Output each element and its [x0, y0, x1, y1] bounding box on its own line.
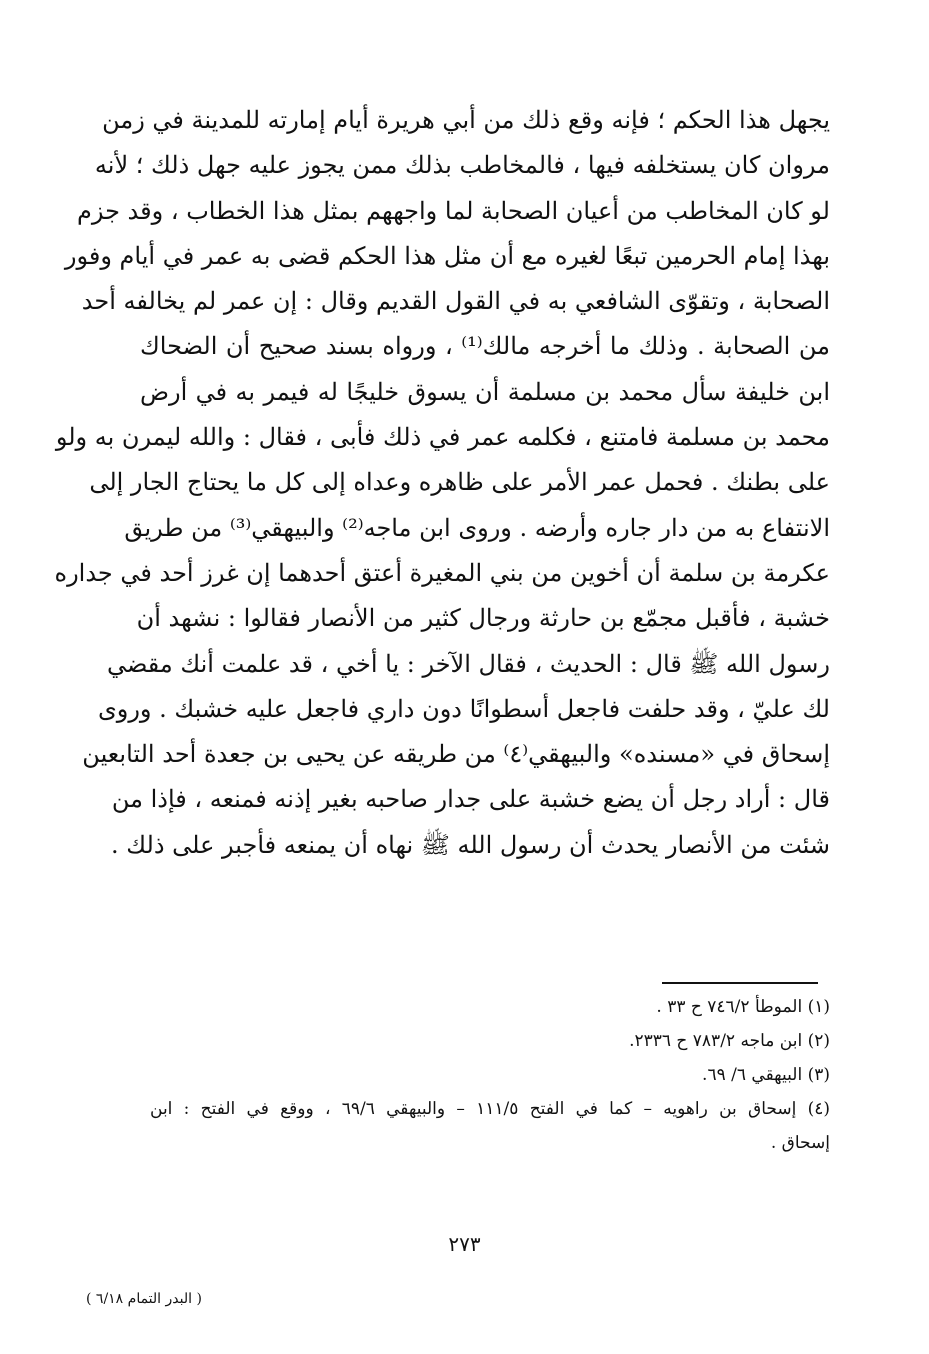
body-line: مروان كان يستخلفه فيها ، فالمخاطب بذلك ممن يجوز عليه جهل ذلك ؛ لأنه: [94, 151, 830, 180]
body-line: خشبة ، فأقبل مجمّع بن حارثة ورجال كثير من الأنصار فقالوا : نشهد أن: [136, 604, 830, 633]
body-line: من الصحابة . وذلك ما أخرجه مالك⁽¹⁾ ، ورواه بسند صحيح أن الضحاك: [140, 332, 830, 361]
body-line: يجهل هذا الحكم ؛ فإنه وقع ذلك من أبي هريرة أيام إمارته للمدينة في زمن: [102, 106, 830, 134]
body-line: إسحاق في «مسنده» والبيهقي⁽٤⁾ من طريقه عن يحيى بن جعدة أحد التابعين: [82, 740, 830, 769]
signature-mark: ( البدر التمام ٦/١٨ ): [86, 1291, 202, 1307]
footnote-continuation: إسحاق .: [770, 1133, 830, 1153]
body-line: ابن خليفة سأل محمد بن مسلمة أن يسوق خليجًا له فيمر به في أرض: [140, 377, 830, 406]
body-line: شئت من الأنصار يحدث أن رسول الله ﷺ نهاه أن يمنعه فأجبر على ذلك .: [111, 830, 830, 859]
body-line: الانتفاع به من دار جاره وأرضه . وروى ابن ماجه⁽²⁾ والبيهقي⁽³⁾ من طريق: [124, 513, 830, 542]
body-line: محمد بن مسلمة فامتنع ، فكلمه عمر في ذلك فأبى ، فقال : والله ليمرن به ولو: [55, 423, 830, 452]
body-line: عكرمة بن سلمة أن أخوين من بني المغيرة أعتق أحدهما إن غرز أحد في جداره: [54, 558, 830, 587]
main-text-block: [54, 98, 830, 868]
footnote-separator: [662, 982, 818, 984]
body-line: بهذا إمام الحرمين تبعًا لغيره مع أن مثل هذا الحكم قضى به عمر في أيام وفور: [64, 241, 830, 270]
footnote: (٤) إسحاق بن راهويه – كما في الفتح ١١١/٥ – والبيهقي ٦٩/٦ ، ووقع في الفتح : ابن: [150, 1099, 831, 1119]
footnote: (١) الموطأ ٧٤٦/٢ ح ٣٣ .: [656, 997, 830, 1017]
body-line: على بطنك . فحمل عمر الأمر على ظاهره وعداه إلى كل ما يحتاج الجار إلى: [89, 468, 830, 497]
body-line: قال : أراد رجل أن يضع خشبة على جدار صاحبه بغير إذنه فمنعه ، فإذا من: [111, 785, 830, 814]
body-line: رسول الله ﷺ قال : الحديث ، فقال الآخر : يا أخي ، قد علمت أنك مقضي: [106, 649, 830, 678]
footnotes-block: [150, 990, 830, 1160]
footnote: (٢) ابن ماجه ٧٨٣/٢ ح ٢٣٣٦.: [629, 1031, 830, 1051]
page-number: ٢٧٣: [448, 1232, 481, 1256]
body-line: لو كان المخاطب من أعيان الصحابة لما واجههم بمثل هذا الخطاب ، وقد جزم: [76, 196, 830, 225]
body-line: لك عليّ ، وقد حلفت فاجعل أسطوانًا دون داري فاجعل عليه خشبك . وروى: [97, 694, 830, 723]
body-line: الصحابة ، وتقوّى الشافعي به في القول القديم وقال : إن عمر لم يخالفه أحد: [81, 287, 830, 316]
footnote: (٣) البيهقي ٦/ ٦٩.: [702, 1065, 830, 1085]
